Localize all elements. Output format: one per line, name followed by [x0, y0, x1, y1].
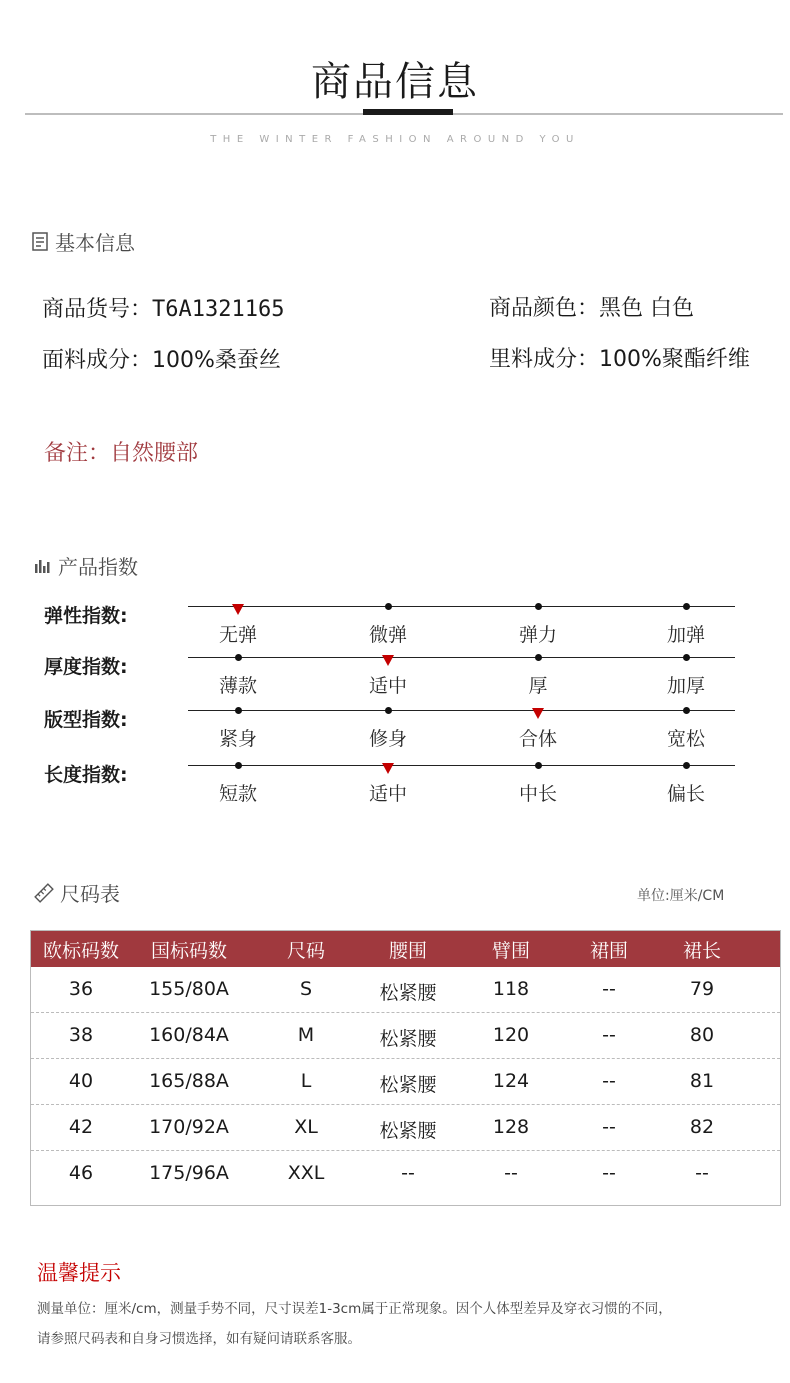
table-cell: --	[602, 1070, 616, 1092]
table-cell: 165/88A	[149, 1070, 229, 1092]
index-option: 加弹	[666, 624, 705, 646]
table-cell: --	[504, 1162, 518, 1184]
table-cell: XL	[294, 1116, 318, 1138]
index-label: 版型指数:	[44, 709, 128, 731]
table-cell: --	[602, 1116, 616, 1138]
table-cell: --	[401, 1162, 415, 1184]
scale-dot	[535, 603, 542, 610]
index-option: 薄款	[218, 675, 257, 697]
index-scale-line	[188, 765, 735, 766]
table-cell: 38	[68, 1024, 94, 1046]
table-cell: 松紧腰	[379, 1074, 437, 1096]
item-no-label: 商品货号：	[42, 297, 153, 322]
scale-dot	[683, 707, 690, 714]
scale-dot	[235, 762, 242, 769]
table-cell: 松紧腰	[379, 982, 437, 1004]
table-cell: 155/80A	[149, 978, 229, 1000]
table-cell: --	[695, 1162, 709, 1184]
index-label: 弹性指数:	[44, 605, 128, 627]
index-option: 宽松	[666, 728, 705, 750]
table-row	[31, 1059, 780, 1105]
table-cell: --	[602, 1162, 616, 1184]
index-option: 无弹	[218, 624, 257, 646]
index-scale-line	[188, 606, 735, 607]
fabric-label: 面料成分：	[42, 348, 153, 373]
index-option: 中长	[518, 783, 557, 805]
lining-label: 里料成分：	[489, 347, 600, 372]
document-icon	[32, 232, 49, 251]
index-option: 厚	[528, 675, 548, 697]
table-cell: M	[297, 1024, 315, 1046]
index-label: 长度指数:	[44, 764, 128, 786]
table-cell: --	[602, 978, 616, 1000]
tips-title: 温馨提示	[37, 1261, 121, 1285]
tips-line-2: 请参照尺码表和自身习惯选择，如有疑问请联系客服。	[37, 1331, 361, 1347]
selected-marker	[232, 604, 244, 615]
table-cell: XXL	[287, 1162, 325, 1184]
color-label: 商品颜色：	[489, 296, 600, 321]
index-option: 微弹	[368, 624, 407, 646]
size-chart-heading	[34, 878, 120, 907]
index-option: 加厚	[666, 675, 705, 697]
table-cell: 40	[68, 1070, 94, 1092]
column-header: 尺码	[286, 940, 325, 962]
table-cell: 120	[492, 1024, 530, 1046]
unit-label: 单位:厘米/CM	[637, 888, 725, 904]
scale-dot	[385, 603, 392, 610]
table-cell: L	[300, 1070, 312, 1092]
size-table	[30, 930, 781, 1206]
scale-dot	[683, 654, 690, 661]
scale-dot	[535, 654, 542, 661]
column-header: 臂围	[491, 940, 530, 962]
table-cell: 128	[492, 1116, 530, 1138]
item-no-value: T6A1321165	[152, 297, 285, 322]
basic-info-heading	[32, 227, 135, 256]
table-cell: 42	[68, 1116, 94, 1138]
table-cell: --	[602, 1024, 616, 1046]
scale-dot	[235, 654, 242, 661]
item-no-row	[42, 292, 284, 323]
fabric-value: 100%桑蚕丝	[152, 348, 281, 373]
index-title: 产品指数	[58, 555, 138, 579]
index-scale-line	[188, 657, 735, 658]
index-option: 短款	[218, 783, 257, 805]
column-header: 国标码数	[150, 940, 227, 962]
page-title: 商品信息	[311, 59, 479, 105]
color-row	[489, 291, 694, 322]
table-cell: 松紧腰	[379, 1120, 437, 1142]
table-row	[31, 967, 780, 1013]
table-cell: 175/96A	[149, 1162, 229, 1184]
size-chart-title: 尺码表	[60, 882, 120, 906]
table-cell: 80	[689, 1024, 715, 1046]
index-option: 紧身	[218, 728, 257, 750]
fabric-row	[42, 343, 281, 374]
lining-row	[489, 342, 750, 373]
index-heading	[34, 551, 138, 580]
page-subtitle: THE WINTER FASHION AROUND YOU	[210, 134, 580, 145]
table-cell: 81	[689, 1070, 715, 1092]
table-row	[31, 1151, 780, 1197]
table-cell: 170/92A	[149, 1116, 229, 1138]
scale-dot	[683, 603, 690, 610]
scale-dot	[683, 762, 690, 769]
index-option: 偏长	[666, 783, 705, 805]
table-cell: 124	[492, 1070, 530, 1092]
lining-value: 100%聚酯纤维	[599, 347, 750, 372]
scale-dot	[385, 707, 392, 714]
tips-line-1: 测量单位：厘米/cm，测量手势不同，尺寸误差1-3cm属于正常现象。因个人体型差异及穿衣习惯的不同，	[37, 1301, 672, 1317]
table-cell: 118	[492, 978, 530, 1000]
index-option: 合体	[518, 728, 557, 750]
index-scale-line	[188, 710, 735, 711]
scale-dot	[235, 707, 242, 714]
column-header: 裙长	[682, 940, 721, 962]
table-cell: 79	[689, 978, 715, 1000]
table-row	[31, 1105, 780, 1151]
basic-info-title: 基本信息	[55, 231, 135, 255]
selected-marker	[532, 708, 544, 719]
scale-dot	[535, 762, 542, 769]
table-cell: S	[299, 978, 313, 1000]
table-cell: 160/84A	[149, 1024, 229, 1046]
color-value: 黑色 白色	[599, 296, 695, 321]
table-cell: 36	[68, 978, 94, 1000]
column-header: 裙围	[589, 940, 628, 962]
table-row	[31, 1013, 780, 1059]
ruler-icon	[34, 883, 54, 903]
index-option: 适中	[368, 675, 407, 697]
index-option: 适中	[368, 783, 407, 805]
column-header: 欧标码数	[42, 940, 119, 962]
bar-chart-icon	[34, 559, 52, 573]
index-option: 弹力	[518, 624, 557, 646]
table-cell: 82	[689, 1116, 715, 1138]
selected-marker	[382, 655, 394, 666]
table-cell: 松紧腰	[379, 1028, 437, 1050]
selected-marker	[382, 763, 394, 774]
index-label: 厚度指数:	[44, 656, 128, 678]
remark-text: 备注：自然腰部	[44, 441, 199, 466]
title-accent-bar	[363, 109, 453, 115]
table-cell: 46	[68, 1162, 94, 1184]
column-header: 腰围	[388, 940, 427, 962]
index-option: 修身	[368, 728, 407, 750]
table-header	[31, 931, 780, 967]
